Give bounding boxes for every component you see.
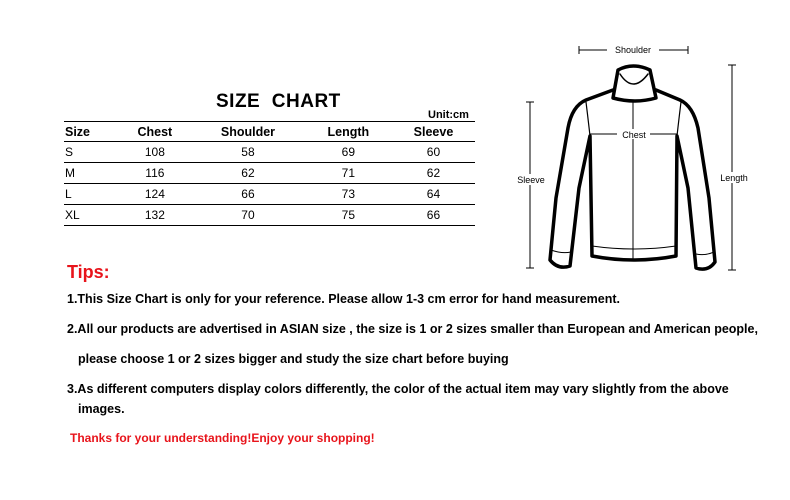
table-row [64, 163, 475, 184]
length-label: Length [720, 173, 748, 183]
tip-line-3-cont: images. [78, 402, 125, 416]
sleeve-label: Sleeve [517, 175, 545, 185]
cell-length: 73 [305, 184, 392, 205]
cell-chest: 108 [118, 142, 191, 163]
cell-size: S [64, 142, 118, 163]
cell-length: 69 [305, 142, 392, 163]
cell-shoulder: 70 [191, 205, 304, 226]
cell-chest: 132 [118, 205, 191, 226]
unit-label: Unit:cm [428, 109, 469, 121]
cell-length: 75 [305, 205, 392, 226]
cell-chest: 116 [118, 163, 191, 184]
cell-size: M [64, 163, 118, 184]
col-header-size: Size [64, 122, 118, 142]
cell-sleeve: 60 [392, 142, 475, 163]
length-measure-line [728, 65, 736, 270]
cell-sleeve: 66 [392, 205, 475, 226]
cell-chest: 124 [118, 184, 191, 205]
table-row [64, 142, 475, 163]
tips-title: Tips: [67, 262, 110, 282]
jacket-measurement-diagram [500, 38, 750, 278]
thanks-message: Thanks for your understanding!Enjoy your shopping! [70, 431, 375, 445]
jacket-outline [550, 66, 715, 269]
chest-label: Chest [622, 130, 646, 140]
table-row [64, 184, 475, 205]
cell-shoulder: 58 [191, 142, 304, 163]
size-chart-title: SIZE CHART [216, 91, 341, 112]
cell-size: XL [64, 205, 118, 226]
col-header-shoulder: Shoulder [191, 122, 304, 142]
tip-line-2: 2.All our products are advertised in ASIAN size , the size is 1 or 2 sizes smaller than European and American people, [67, 322, 758, 336]
table-header-row [64, 122, 475, 142]
cell-shoulder: 62 [191, 163, 304, 184]
tip-line-2-cont: please choose 1 or 2 sizes bigger and study the size chart before buying [78, 352, 509, 366]
size-table [64, 121, 475, 226]
shoulder-label: Shoulder [614, 45, 652, 55]
cell-size: L [64, 184, 118, 205]
col-header-sleeve: Sleeve [392, 122, 475, 142]
cell-length: 71 [305, 163, 392, 184]
table-row [64, 205, 475, 226]
col-header-length: Length [305, 122, 392, 142]
cell-sleeve: 62 [392, 163, 475, 184]
col-header-chest: Chest [118, 122, 191, 142]
cell-sleeve: 64 [392, 184, 475, 205]
cell-shoulder: 66 [191, 184, 304, 205]
tip-line-1: 1.This Size Chart is only for your reference. Please allow 1-3 cm error for hand measurement. [67, 292, 620, 306]
tip-line-3: 3.As different computers display colors differently, the color of the actual item may vary slightly from the above [67, 382, 729, 396]
